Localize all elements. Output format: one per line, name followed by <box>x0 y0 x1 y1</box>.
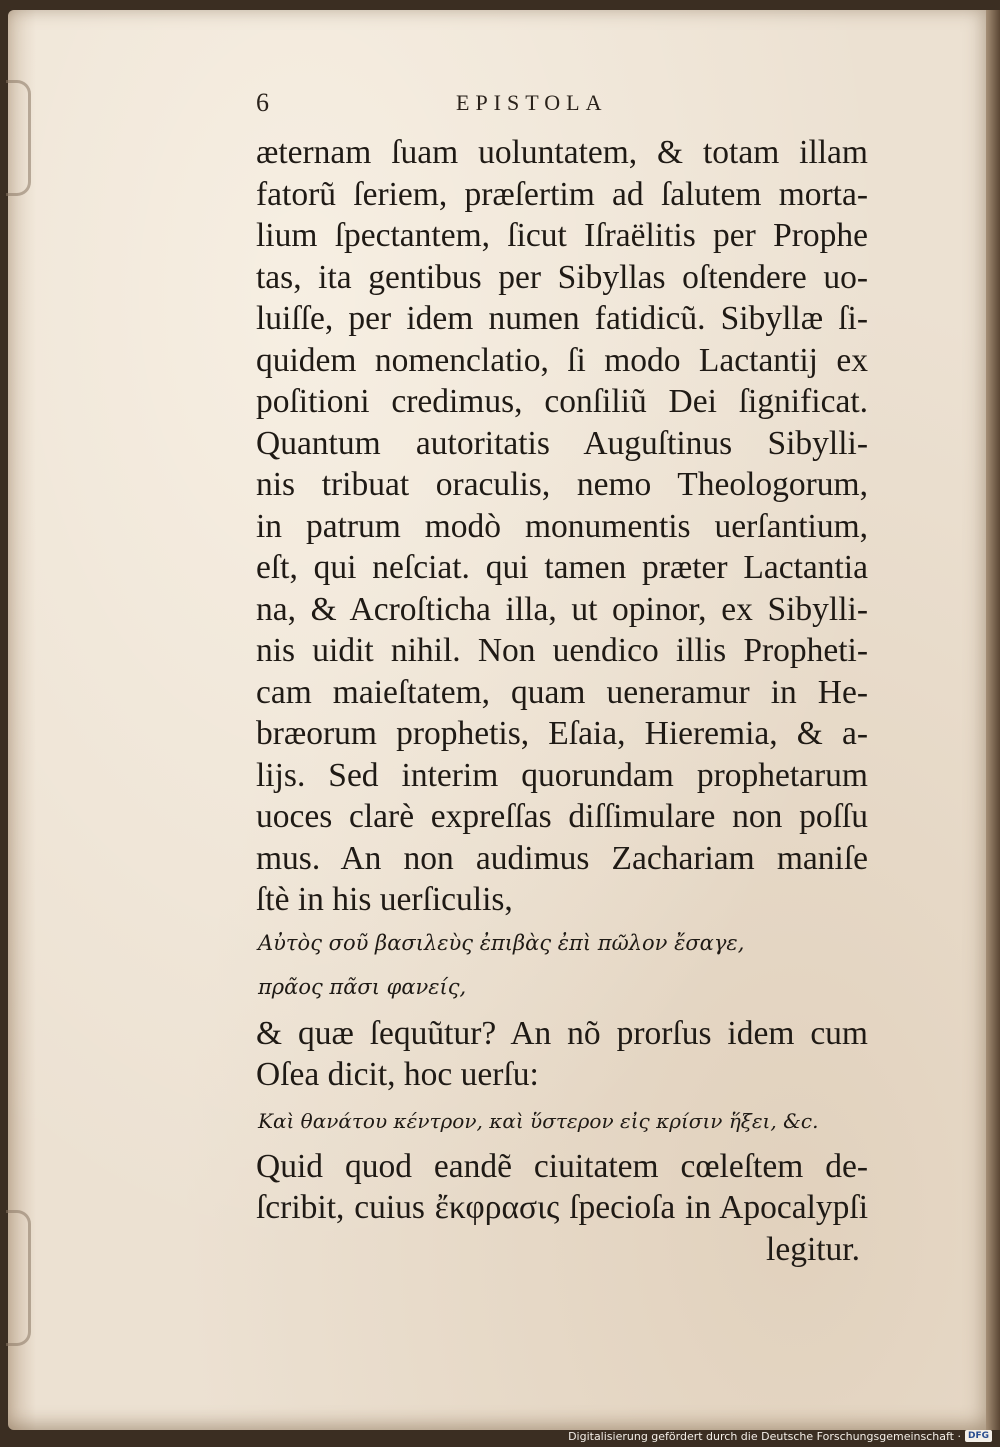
text-line: quidem nomenclatio, ſi modo Lactantij ex <box>256 341 868 379</box>
text-line: uoces clarè expreſſas diſſimulare non poſſu <box>256 798 868 835</box>
folio-number: 6 <box>256 88 269 117</box>
dfg-logo: DFG <box>965 1430 992 1442</box>
greek-quotation-line: Αὐτὸς σοῦ βασιλεὺς ἐπιβὰς ἐπὶ πῶλον ἔσαγε, <box>258 930 745 955</box>
text-line: na, & Acroſticha illa, ut opinor, ex Sibylli- <box>256 590 868 628</box>
digitization-credit <box>568 1429 992 1443</box>
binding-ring-top <box>6 80 31 196</box>
main-text-block <box>256 132 868 1270</box>
text-line: & quæ ſequũtur? An nõ prorſus idem cum <box>256 1014 868 1052</box>
text-line: fatorũ ſeriem, præſertim ad ſalutem morta- <box>256 175 868 213</box>
binding-edge <box>986 10 1000 1430</box>
text-line: cam maieſtatem, quam ueneramur in He- <box>256 673 868 711</box>
text-line: in patrum modò monumentis uerſantium, <box>256 507 868 545</box>
greek-quotation-line: Καὶ θανάτου κέντρον, καὶ ὕστερον εἰς κρίσιν ἥξει, &c. <box>258 1108 819 1133</box>
text-line: tas, ita gentibus per Sibyllas oſtendere uo- <box>256 258 868 296</box>
text-line: poſitioni credimus, conſiliũ Dei ſignificat. <box>256 383 868 420</box>
text-line: Quid quod eandẽ ciuitatem cœleſtem de- <box>256 1147 868 1185</box>
text-line: nis tribuat oraculis, nemo Theologorum, <box>256 466 868 503</box>
text-line: ſtè in his uerſiculis, <box>256 881 513 918</box>
text-line: æternam ſuam uoluntatem, & totam illam <box>256 134 868 171</box>
page-header <box>256 88 862 124</box>
greek-quotation-line: πρᾶος πᾶσι φανείς, <box>258 974 467 999</box>
binding-ring-bottom <box>6 1210 31 1346</box>
text-line: lium ſpectantem, ſicut Iſraëlitis per Prophe <box>256 217 868 254</box>
catchword: legitur. <box>766 1230 860 1268</box>
text-line: lijs. Sed interim quorundam prophetarum <box>256 756 868 794</box>
text-line: luiſſe, per idem numen fatidicũ. Sibyllæ ſi- <box>256 300 868 337</box>
text-line: nis uidit nihil. Non uendico illis Propheti- <box>256 632 868 669</box>
text-line: Quantum autoritatis Auguſtinus Sibylli- <box>256 424 868 462</box>
text-line: Oſea dicit, hoc uerſu: <box>256 1056 539 1093</box>
running-head: EPISTOLA <box>456 90 608 115</box>
text-line: eſt, qui neſciat. qui tamen præter Lactantia <box>256 549 868 586</box>
text-line: mus. An non audimus Zachariam maniſe <box>256 839 868 877</box>
credit-text: Digitalisierung gefördert durch die Deutsche Forschungsgemeinschaft · <box>568 1429 961 1443</box>
text-line: ſcribit, cuius ἔκφρασις ſpecioſa in Apocalypſi <box>256 1189 868 1226</box>
text-line: bræorum prophetis, Eſaia, Hieremia, & a- <box>256 715 868 752</box>
